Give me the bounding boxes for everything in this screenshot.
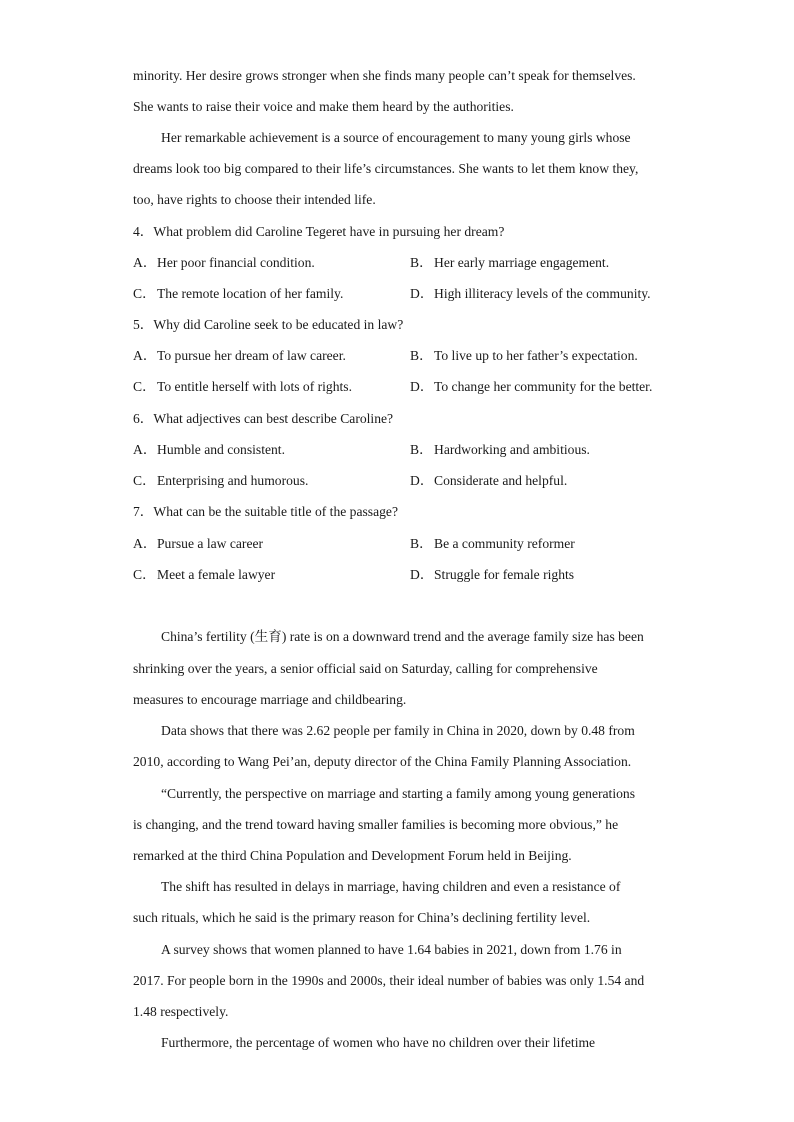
option-label: A． [133,348,157,363]
question-5-option-c [133,377,352,397]
option-text: Hardworking and ambitious. [434,442,590,457]
option-text: Pursue a law career [157,536,264,551]
passage-d-line: measures to encourage marriage and childbearing. [133,692,407,707]
option-label: B． [410,255,433,270]
option-label: A． [133,255,157,270]
question-7-option-b [410,534,575,554]
option-text: Enterprising and humorous. [157,473,309,488]
option-label: D． [410,286,434,301]
question-4-stem: 4．What problem did Caroline Tegeret have in pursuing her dream? [133,224,505,239]
option-text: Her poor financial condition. [157,255,315,270]
passage-d-line: A survey shows that women planned to have 1.64 babies in 2021, down from 1.76 in [161,942,622,957]
passage-c-line: minority. Her desire grows stronger when she finds many people can’t speak for themselves. [133,68,636,83]
option-text: To live up to her father’s expectation. [434,348,638,363]
option-text: Humble and consistent. [157,442,285,457]
option-text: To pursue her dream of law career. [157,348,346,363]
option-label: C． [133,473,156,488]
passage-d-line: 2017. For people born in the 1990s and 2000s, their ideal number of babies was only 1.54 and [133,973,645,988]
question-5-stem: 5．Why did Caroline seek to be educated in law? [133,317,404,332]
option-label: B． [410,348,433,363]
passage-d-line: shrinking over the years, a senior official said on Saturday, calling for comprehensive [133,661,598,676]
option-label: C． [133,379,156,394]
passage-d-line: remarked at the third China Population and Development Forum held in Beijing. [133,848,572,863]
option-text: To entitle herself with lots of rights. [157,379,352,394]
passage-c-line: She wants to raise their voice and make them heard by the authorities. [133,99,514,114]
option-label: B． [410,536,433,551]
question-6-option-c [133,471,308,491]
option-text: The remote location of her family. [157,286,344,301]
passage-d-line: is changing, and the trend toward having smaller families is becoming more obvious,” he [133,817,619,832]
option-text: To change her community for the better. [434,379,653,394]
question-6-option-b [410,440,590,460]
question-4-option-a [133,253,315,273]
passage-d-line: China’s fertility (生育) rate is on a downward trend and the average family size has been [161,629,644,644]
question-7-option-c [133,565,275,585]
option-text: Meet a female lawyer [157,567,276,582]
passage-d-line: “Currently, the perspective on marriage and starting a family among young generations [161,786,635,801]
option-text: Her early marriage engagement. [434,255,610,270]
question-6-option-a [133,440,285,460]
passage-d-line: Furthermore, the percentage of women who have no children over their lifetime [161,1035,596,1050]
passage-c-line: too, have rights to choose their intended life. [133,192,376,207]
option-label: D． [410,567,434,582]
passage-c-line: dreams look too big compared to their life’s circumstances. She wants to let them know they, [133,161,639,176]
passage-d-line: 1.48 respectively. [133,1004,229,1019]
option-label: A． [133,536,157,551]
passage-d-line: 2010, according to Wang Pei’an, deputy director of the China Family Planning Association. [133,754,632,769]
option-label: C． [133,567,156,582]
question-4-option-c [133,284,343,304]
option-label: D． [410,379,434,394]
question-4-option-b [410,253,609,273]
option-text: Be a community reformer [434,536,575,551]
passage-d-line: Data shows that there was 2.62 people per family in China in 2020, down by 0.48 from [161,723,635,738]
option-label: D． [410,473,434,488]
passage-d-line: such rituals, which he said is the primary reason for China’s declining fertility level. [133,910,591,925]
option-text: High illiteracy levels of the community. [434,286,651,301]
question-5-option-d [410,377,652,397]
question-6-stem: 6．What adjectives can best describe Caroline? [133,411,394,426]
option-text: Considerate and helpful. [434,473,568,488]
question-6-option-d [410,471,567,491]
question-7-option-a [133,534,263,554]
question-7-option-d [410,565,574,585]
option-text: Struggle for female rights [434,567,575,582]
question-5-option-b [410,346,638,366]
option-label: C． [133,286,156,301]
option-label: A． [133,442,157,457]
question-4-option-d [410,284,651,304]
passage-c-line: Her remarkable achievement is a source of encouragement to many young girls whose [161,130,631,145]
option-label: B． [410,442,433,457]
passage-d-line: The shift has resulted in delays in marriage, having children and even a resistance of [161,879,621,894]
question-5-option-a [133,346,346,366]
question-7-stem: 7．What can be the suitable title of the passage? [133,504,398,519]
